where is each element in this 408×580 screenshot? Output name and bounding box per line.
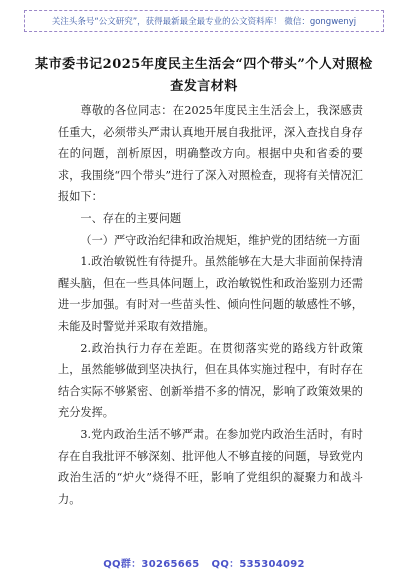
document-body	[58, 100, 363, 510]
section-heading-problems: 一、存在的主要问题	[80, 211, 182, 225]
subsection-heading-discipline: （一）严守政治纪律和政治规矩，维护党的团结统一方面	[80, 233, 361, 247]
item-political-execution: 2.政治执行力存在差距。在贯彻落实党的路线方针政策上，虽然能够做到坚决执行，但在具体实施过程中，有时存在结合实际不够紧密、创新举措不多的情况，影响了政策效果的充分发挥。	[58, 341, 363, 420]
document-title-line1: 某市委书记2025年度民主生活会“四个带头”个人对照检	[35, 57, 373, 72]
promo-banner-text: 关注头条号“公文研究”，获得最新最全最专业的公文资料库！ 微信：gongwenyj	[51, 17, 357, 27]
item-party-life: 3.党内政治生活不够严肃。在参加党内政治生活时，有时存在自我批评不够深刻、批评他人不够直接的问题，导致党内政治生活的“炉火”烧得不旺，影响了党组织的凝聚力和战斗力。	[58, 427, 363, 506]
item-political-sensitivity: 1.政治敏锐性有待提升。虽然能够在大是大非面前保持清醒头脑，但在一些具体问题上，政治敏锐性和政治鉴别力还需进一步加强。有时对一些苗头性、倾向性问题的敏感性不够，未能及时警觉并采取有效措施。	[58, 255, 363, 333]
document-title-line2: 查发言材料	[170, 79, 238, 94]
greeting-paragraph: 尊敬的各位同志：在2025年度民主生活会上，我深感责任重大，必须带头严肃认真地开展自我批评，深入查找自身存在的问题，剖析原因，明确整改方向。根据中央和省委的要求，我围绕“四个带头”进行了深入对照检查，现将有关情况汇报如下：	[58, 104, 363, 204]
footer-qq-number: QQ：535304092	[211, 559, 305, 570]
promo-banner	[24, 10, 384, 32]
footer-qq-group: QQ群：30265665	[103, 559, 200, 570]
footer-contact	[0, 555, 408, 570]
